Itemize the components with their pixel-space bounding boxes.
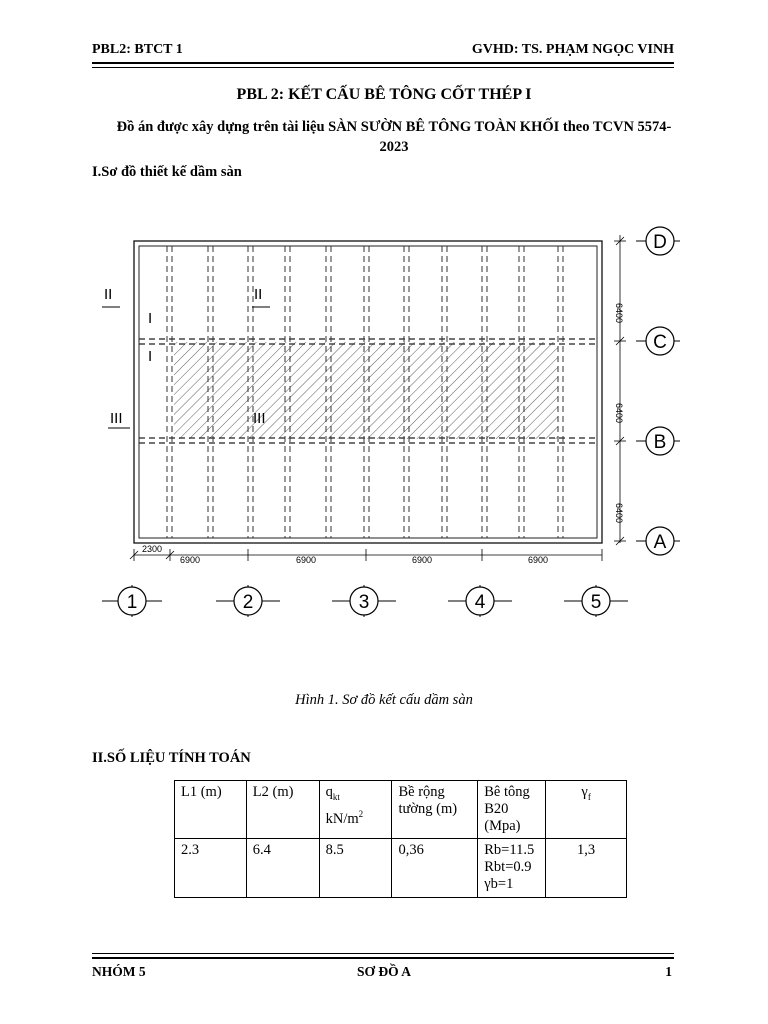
header-q: $q_{kt}$ $kN/m^2$ <box>319 781 392 839</box>
table-row <box>175 839 627 898</box>
section-1-heading: I.Sơ đồ thiết kế dầm sàn <box>92 164 242 180</box>
document-title: PBL 2: KẾT CẤU BÊ TÔNG CỐT THÉP I <box>236 86 532 103</box>
dim-x-1: 6900 <box>180 555 201 565</box>
cell-gamma: 1,3 <box>546 839 627 898</box>
header-concrete: Bê tông B20 (Mpa) <box>478 781 546 839</box>
header-left: PBL2: BTCT 1 <box>92 42 183 57</box>
axis-label-A: A <box>653 532 667 553</box>
header-rule <box>92 62 674 64</box>
header-gamma: $\gamma_f$ <box>546 781 627 839</box>
cell-l2: 6.4 <box>246 839 319 898</box>
cell-q: 8.5 <box>319 839 392 898</box>
axis-label-2: 2 <box>242 592 254 613</box>
floor-structure-diagram <box>96 215 696 625</box>
page-number: 1 <box>665 964 672 979</box>
axis-label-5: 5 <box>590 592 602 613</box>
dim-x-2: 6900 <box>296 555 317 565</box>
axis-label-1: 1 <box>126 592 138 613</box>
hatched-slab-panel <box>174 342 558 439</box>
dim-x-4: 6900 <box>528 555 549 565</box>
parameters-table <box>174 780 627 898</box>
header-rule-thin <box>92 67 674 68</box>
axis-label-C: C <box>653 332 667 353</box>
dim-y-3: 6400 <box>614 503 624 524</box>
cell-l1: 2.3 <box>175 839 247 898</box>
section-mark-III-inner: III <box>253 410 266 427</box>
section-mark-II-inner: II <box>254 286 263 303</box>
footer-rule <box>92 957 674 959</box>
cell-concrete <box>478 839 546 898</box>
section-2-heading: II.SỐ LIỆU TÍNH TOÁN <box>92 750 251 766</box>
axis-label-3: 3 <box>358 592 370 613</box>
footer-rule-thin <box>92 953 674 954</box>
axis-leaders-right <box>636 227 680 555</box>
axis-label-D: D <box>653 232 667 253</box>
section-mark-II-left: II <box>104 286 113 303</box>
dim-2300: 2300 <box>142 544 163 554</box>
section-mark-III-left: III <box>110 410 123 427</box>
right-dimension-line <box>614 235 626 545</box>
footer-center: SƠ ĐỒ A <box>356 964 411 979</box>
section-mark-I-bottom: I <box>148 348 153 365</box>
cell-wall: 0,36 <box>392 839 478 898</box>
cell-rbt: Rbt=0.9 <box>484 859 532 875</box>
axis-label-B: B <box>653 432 667 453</box>
document-subtitle: Đồ án được xây dựng trên tài liệu SÀN SƯỜN BÊ TÔNG TOÀN KHỐI theo TCVN 5574-2023 <box>116 119 672 155</box>
dim-x-3: 6900 <box>412 555 433 565</box>
header-l2: L2 (m) <box>246 781 319 839</box>
header-l1: L1 (m) <box>175 781 247 839</box>
figure-caption: Hình 1. Sơ đồ kết cấu dầm sàn <box>295 692 473 708</box>
footer-left: NHÓM 5 <box>92 964 146 979</box>
dim-y-1: 6400 <box>614 303 624 324</box>
cell-yb: γb=1 <box>484 876 514 892</box>
header-wall-width: Bề rộng tường (m) <box>392 781 478 839</box>
cell-rb: Rb=11.5 <box>484 842 535 858</box>
header-right: GVHD: TS. PHẠM NGỌC VINH <box>471 42 674 57</box>
table-header-row <box>175 781 627 839</box>
axis-label-4: 4 <box>474 592 486 613</box>
section-mark-I-top: I <box>148 310 153 327</box>
dim-y-2: 6400 <box>614 403 624 424</box>
